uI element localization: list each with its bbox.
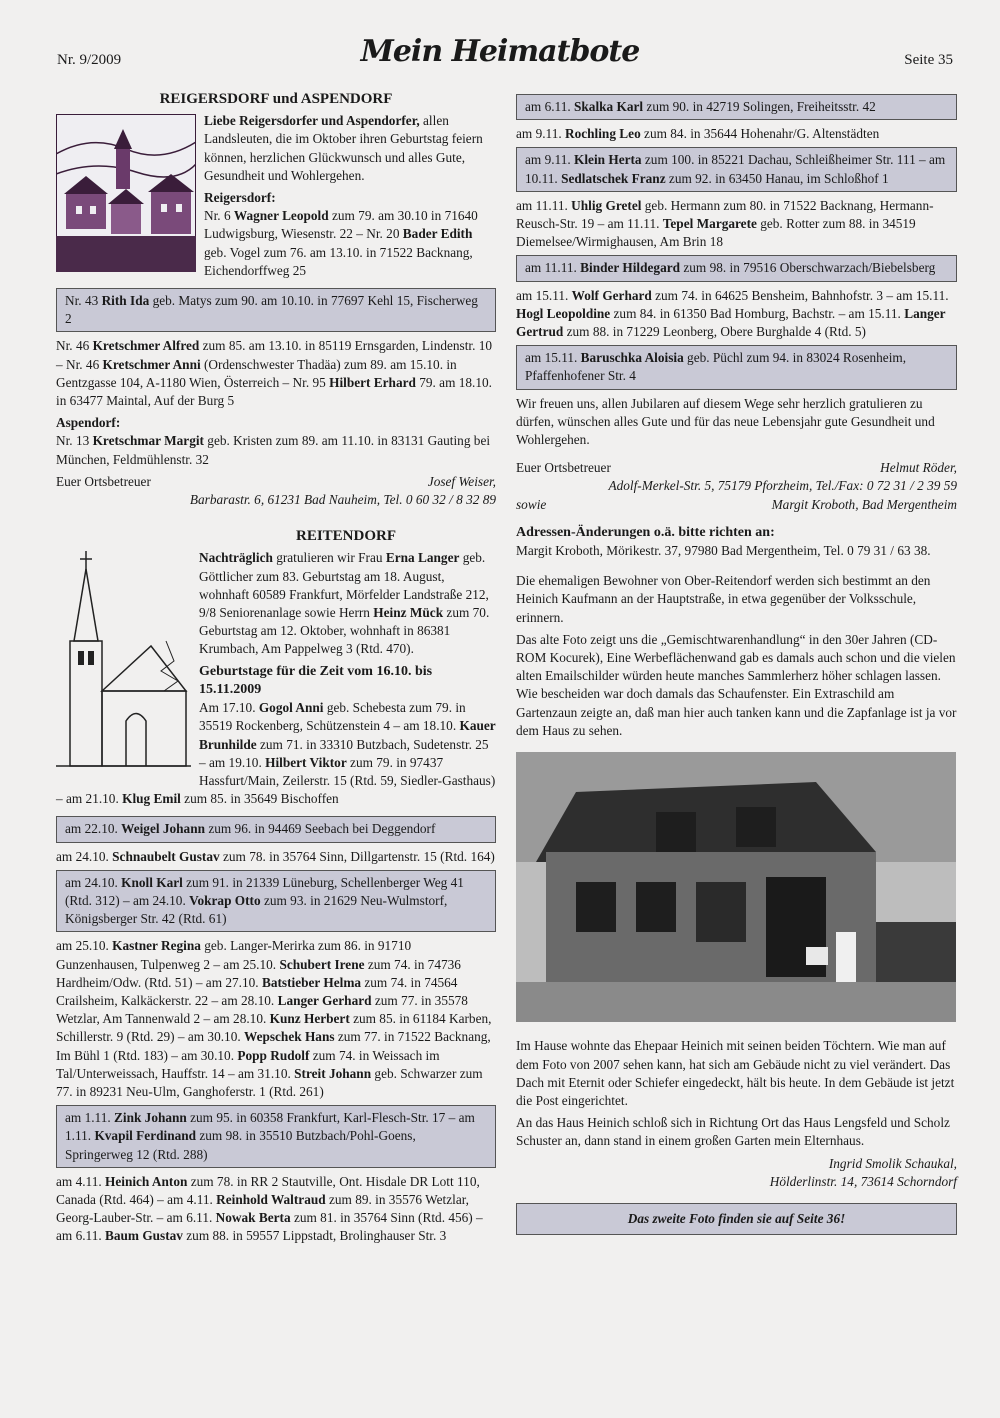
n: Weigel Johann [121, 821, 205, 837]
sig-name: Helmut Röder, [880, 460, 957, 476]
n: Klein Herta [574, 152, 642, 168]
n: Hogl Leopoldine [516, 305, 611, 321]
t: zum 93. in 21629 Neu-Wulmstorf, Königsberger Str. 42 (Rtd. 61) [65, 892, 448, 927]
t: am 4.11. [56, 1173, 105, 1189]
t: zum 84. in 61350 Bad Homburg, Bachstr. – am 15.11. [610, 305, 905, 321]
t: zum 100. in 85221 Dachau, Schleißheimer Str. 111 – am 10.11. [525, 152, 946, 186]
t: zum 85. in 35649 Bischoffen [180, 791, 339, 807]
t: geb. Püchl zum 94. in 83024 Rosenheim, Pfaffenhofener Str. 4 [525, 350, 907, 384]
n: Wolf Gerhard [571, 287, 652, 303]
n: Erna Langer [385, 550, 460, 566]
n: Kastner Regina [112, 938, 201, 954]
highlight-box-1 [56, 288, 496, 332]
n: Heinich Anton [105, 1173, 188, 1189]
t: geb. Schebesta zum 79. in 35519 Rockenberg, Schützenstein 4 – am 18.10. [199, 700, 466, 734]
t: am 6.11. [525, 99, 574, 114]
t: zum 74. in Weissach im Tal/Unterweissach, Hauffstr. 14 – am 31.10. [56, 1047, 440, 1081]
highlight-box-4 [56, 1105, 496, 1168]
t: zum 81. in 35764 Sinn (Rtd. 456) – am 6.11. [56, 1210, 483, 1244]
n: Reinhold Waltraud [216, 1191, 326, 1207]
t: am 9.11. [516, 126, 565, 142]
address-changes-title: Adressen-Änderungen o.ä. bitte richten an: [516, 524, 775, 540]
author-name: Ingrid Smolik Schaukal, [828, 1155, 957, 1171]
highlight-box-8 [516, 345, 957, 389]
highlight-box-6 [516, 147, 957, 191]
sig-name: Josef Weiser, [427, 473, 496, 489]
n: Binder Hildegard [580, 260, 681, 276]
sig-name: Margit Kroboth, Bad Mergentheim [771, 496, 957, 512]
sig-label: sowie [516, 496, 547, 512]
t: zum 85. in 61184 Karben, Schillerstr. 9 (Rtd. 29) – am 30.10. [56, 1011, 492, 1045]
t: zum 74. in 64625 Bensheim, Bahnhofstr. 3 – am 15.11. [651, 287, 949, 303]
t: Am 17.10. [199, 700, 259, 716]
n: Batstieber Helma [261, 974, 362, 990]
n: Zink Johann [114, 1110, 187, 1126]
aspendorf-signature [56, 473, 496, 491]
t: am 15.11. [516, 287, 572, 303]
n: Baum Gustav [105, 1228, 183, 1244]
t: zum 74. in 74736 Hardheim/Odw. (Rtd. 51) – am 27.10. [56, 956, 461, 990]
story-paragraph-4: An das Haus Heinich schloß sich in Richtung Ort das Haus Lengsfeld und Scholz Schuster an, dann stand in einem großen Garten mein Elternhaus. [516, 1115, 950, 1149]
n: Streit Johann [294, 1065, 372, 1081]
n: Langer Gerhard [277, 992, 372, 1008]
n: Rochling Leo [565, 126, 641, 142]
t: Nr. 43 [65, 293, 102, 309]
t: zum 71. in 33310 Butzbach, Sudetenstr. 25 – am 19.10. [199, 736, 489, 770]
entries-r2 [516, 197, 957, 252]
t: zum 96. in 94469 Seebach bei Deggendorf [205, 821, 436, 837]
n: Wagner Leopold [233, 208, 329, 224]
highlight-box-5 [516, 94, 957, 120]
t: geb. Göttlicher zum 83. Geburtstag am 18. August, wohnhaft 60589 Frankfurt, Mörfelder Landstraße 212, 9/8 Seniorenanlage sowie Herrn [199, 550, 489, 621]
section-title-reigersdorf: REIGERSDORF und ASPENDORF [159, 91, 393, 107]
left-column [56, 88, 496, 1250]
t: am 15.11. [525, 350, 581, 366]
t: zum 85. am 13.10. in 85119 Ernsgarden, Lindenstr. 10 – Nr. 46 [56, 338, 493, 372]
t: zum 88. in 59557 Lippstadt, Brolinghauser Str. 3 [182, 1228, 447, 1244]
n: Nachträglich [199, 550, 273, 566]
reitendorf-entries-4 [56, 1173, 496, 1246]
n: Schnaubelt Gustav [112, 848, 220, 864]
n: Kretschmar Margit [92, 433, 204, 449]
t: am 11.11. [525, 260, 581, 276]
t: zum 88. in 71229 Leonberg, Obere Burghalde 4 (Rtd. 5) [563, 324, 866, 340]
t: geb. Vogel zum 76. am 13.10. in 71522 Backnang, Eichendorffweg 25 [204, 244, 473, 278]
reitendorf-entries-2 [56, 848, 496, 866]
n: Schubert Irene [279, 956, 365, 972]
t: geb. Hermann zum 80. in 71522 Backnang, Hermann-Reusch-Str. 19 – am 11.11. [516, 197, 934, 232]
n: Vokrap Otto [189, 892, 261, 908]
n: Knoll Karl [121, 874, 183, 890]
highlight-box-3 [56, 870, 496, 933]
n: Hilbert Viktor [265, 754, 347, 770]
page-number: Seite 35 [904, 52, 953, 68]
n: Klug Emil [122, 791, 181, 807]
village-illustration [56, 114, 196, 272]
greeting-text: allen Landsleuten, die im Oktober ihren Geburtstag feiern können, herzlichen Glückwunsch und alles Gute, Gesundheit und Wohlergehen. [204, 113, 483, 183]
section-title-reitendorf: REITENDORF [295, 528, 396, 545]
t: zum 89. in 35576 Wetzlar, Georg-Lauber-Str. – am 6.11. [56, 1191, 469, 1226]
t: geb. Rotter zum 88. in 34519 Diemelsee/Wirmighausen, Am Brin 18 [516, 216, 916, 250]
story-paragraph-3: Im Hause wohnte das Ehepaar Heinich mit seinen beiden Töchtern. Wie man auf dem Foto von 2007 sehen kann, hat sich am Gebäude nicht zu viel verändert. Das Dach mit Eternit oder Schiefer eingedeckt, hält bis heute. In dem Gebäude ist jetzt die Post eingerichtet. [516, 1038, 955, 1108]
sig-label: Euer Ortsbetreuer [516, 460, 611, 476]
issue-number: Nr. 9/2009 [57, 52, 122, 68]
t: am 24.10. [65, 874, 122, 890]
t: geb. Schwarzer zum 77. in 89231 Neu-Ulm, Ganghoferstr. 1 (Rtd. 261) [56, 1065, 483, 1099]
n: Kretschmer Anni [102, 356, 201, 372]
t: geb. Langer-Merirka zum 86. in 91710 Gunzenhausen, Tulpenweg 2 – am 25.10. [56, 938, 412, 972]
t: zum 90. in 42719 Solingen, Freiheitsstr. 42 [643, 99, 876, 114]
n: Baruschka Aloisia [580, 350, 684, 366]
n: Gogol Anni [258, 700, 324, 716]
t: am 25.10. [56, 938, 113, 954]
reitendorf-entries-3 [56, 937, 496, 1101]
n: Kretschmer Alfred [92, 338, 200, 354]
n: Kvapil Ferdinand [94, 1128, 197, 1144]
masthead: Mein Heimatbote [360, 34, 640, 69]
t: zum 78. in RR 2 Stautville, Ont. Hisdale DR Lott 110, Canada (Rtd. 464) – am 4.11. [56, 1173, 480, 1207]
subtitle-aspendorf: Aspendorf: [56, 415, 121, 431]
n: Tepel Margarete [662, 216, 757, 232]
right-column [516, 88, 957, 1240]
greeting-bold: Liebe Reigersdorfer und Aspendorfer, [204, 113, 420, 129]
n: Sedlatschek Franz [561, 170, 666, 186]
historic-shop-photo [516, 752, 956, 1022]
author-address: Hölderlinstr. 14, 73614 Schorndorf [769, 1173, 957, 1189]
n: Rith Ida [101, 293, 150, 309]
n: Kunz Herbert [269, 1011, 350, 1027]
aspendorf-entries [56, 432, 496, 468]
t: zum 79. in 97437 Hassfurt/Main, Zeilerstr. 15 (Rtd. 59, Siedler-Gasthaus) – am 21.10. [56, 754, 496, 807]
entries-r1 [516, 125, 957, 143]
t: (Ordenschwester Thadäa) zum 89. am 15.10. in Gentzgasse 104, A-1180 Wien, Österreich – Nr. 95 [56, 356, 457, 390]
right-signature-2 [516, 496, 957, 514]
sig-label: Euer Ortsbetreuer [56, 473, 151, 489]
n: Kauer Brunhilde [199, 718, 496, 752]
right-signature [516, 459, 957, 477]
t: zum 70. Geburtstag am 12. Oktober, wohnhaft in 86381 Krumbach, Am Pappelweg 3 (Rtd. 470). [199, 605, 490, 657]
birthday-period-title: Geburtstage für die Zeit vom 16.10. bis 15.11.2009 [199, 663, 433, 697]
t: zum 77. in 71522 Backnang, Im Bühl 1 (Rtd. 183) – am 30.10. [56, 1029, 491, 1063]
t: zum 79. am 30.10 in 71640 Ludwigsburg, Wiesenstr. 22 – Nr. 20 [204, 208, 478, 242]
closing-wishes: Wir freuen uns, allen Jubilaren auf diesem Wege sehr herzlich gratulieren zu dürfen, wünschen alles Gute und für das neue Lebensjahr gute Gesundheit und Wohlergehen. [516, 395, 935, 448]
n: Langer Gertrud [516, 305, 946, 340]
highlight-box-7 [516, 255, 957, 281]
photo-note-box: Das zweite Foto finden sie auf Seite 36! [516, 1203, 957, 1235]
t: am 11.11. [516, 197, 572, 213]
subtitle-reigersdorf: Reigersdorf: [204, 190, 276, 206]
t: geb. Kristen zum 89. am 11.10. in 83131 Gauting bei München, Feldmühlenstr. 32 [56, 433, 491, 467]
highlight-box-2 [56, 816, 496, 842]
t: zum 95. in 60358 Frankfurt, Karl-Flesch-Str. 17 – am 1.11. [65, 1110, 475, 1144]
aspendorf-sig-address: Barbarastr. 6, 61231 Bad Nauheim, Tel. 0 60 32 / 8 32 89 [189, 492, 496, 508]
story-paragraph-1: Die ehemaligen Bewohner von Ober-Reitendorf werden sich bestimmt an den Heinich Kaufmann an der Hauptstraße, in etwa gegenüber der Volksschule, erinnern. [516, 573, 931, 625]
n: Popp Rudolf [237, 1047, 310, 1063]
t: zum 98. in 35510 Butzbach/Pohl-Goens, Springerweg 12 (Rtd. 288) [65, 1128, 416, 1162]
n: Bader Edith [402, 226, 473, 242]
t: Nr. 46 [56, 338, 93, 354]
church-illustration [56, 551, 191, 771]
t: zum 77. in 35578 Wetzlar, Am Tannenwald 2 – am 28.10. [56, 992, 468, 1027]
t: am 9.11. [525, 152, 574, 168]
right-sig-address: Adolf-Merkel-Str. 5, 75179 Pforzheim, Tel./Fax: 0 72 31 / 2 39 59 [608, 478, 957, 494]
t: am 24.10. [56, 848, 113, 864]
t: zum 98. in 79516 Oberschwarzach/Biebelsberg [680, 260, 936, 276]
t: geb. Matys zum 90. am 10.10. in 77697 Kehl 15, Fischerweg 2 [65, 293, 478, 327]
t: am 22.10. [65, 821, 122, 837]
t: 79. am 18.10. in 63477 Maintal, Auf der Burg 5 [56, 374, 492, 409]
n: Nowak Berta [215, 1210, 291, 1226]
address-changes-text: Margit Kroboth, Mörikestr. 37, 97980 Bad Mergentheim, Tel. 0 79 31 / 63 38. [516, 543, 931, 559]
t: Nr. 6 [204, 208, 234, 224]
t: zum 84. in 35644 Hohenahr/G. Altenstädten [640, 126, 880, 142]
n: Uhlig Gretel [571, 197, 642, 213]
t: gratulieren wir Frau [272, 550, 386, 566]
n: Wepschek Hans [244, 1029, 335, 1045]
t: zum 78. in 35764 Sinn, Dillgartenstr. 15 (Rtd. 164) [219, 848, 495, 864]
reigersdorf-entries-2 [56, 337, 496, 410]
t: am 1.11. [65, 1110, 114, 1126]
t: zum 74. in 74564 Crailsheim, Kalkäckerstr. 22 – am 28.10. [56, 974, 458, 1008]
entries-r3 [516, 287, 957, 342]
n: Heinz Mück [373, 605, 444, 621]
t: zum 91. in 21339 Lüneburg, Schellenberger Weg 41 (Rtd. 312) – am 24.10. [65, 874, 464, 908]
n: Skalka Karl [574, 99, 644, 114]
story-paragraph-2: Das alte Foto zeigt uns die „Gemischtwarenhandlung“ in den 30er Jahren (CD-ROM Kocurek), Eine Werbeflächenwand gab es damals auch schon und die vielen alten Emailschilder würden heute manches Sammlerherz höher schlagen lassen. Wie bescheiden war doch damals das Schaufenster. Ein Extraschild am Gartenzaun zeigte an, daß man hier auch tanken kann und die Zapfanlage ist ja vor dem Haus zu sehen. [516, 631, 957, 738]
t: zum 92. in 63450 Hanau, im Schloßhof 1 [665, 170, 889, 186]
n: Hilbert Erhard [329, 374, 416, 390]
t: Nr. 13 [56, 433, 93, 449]
